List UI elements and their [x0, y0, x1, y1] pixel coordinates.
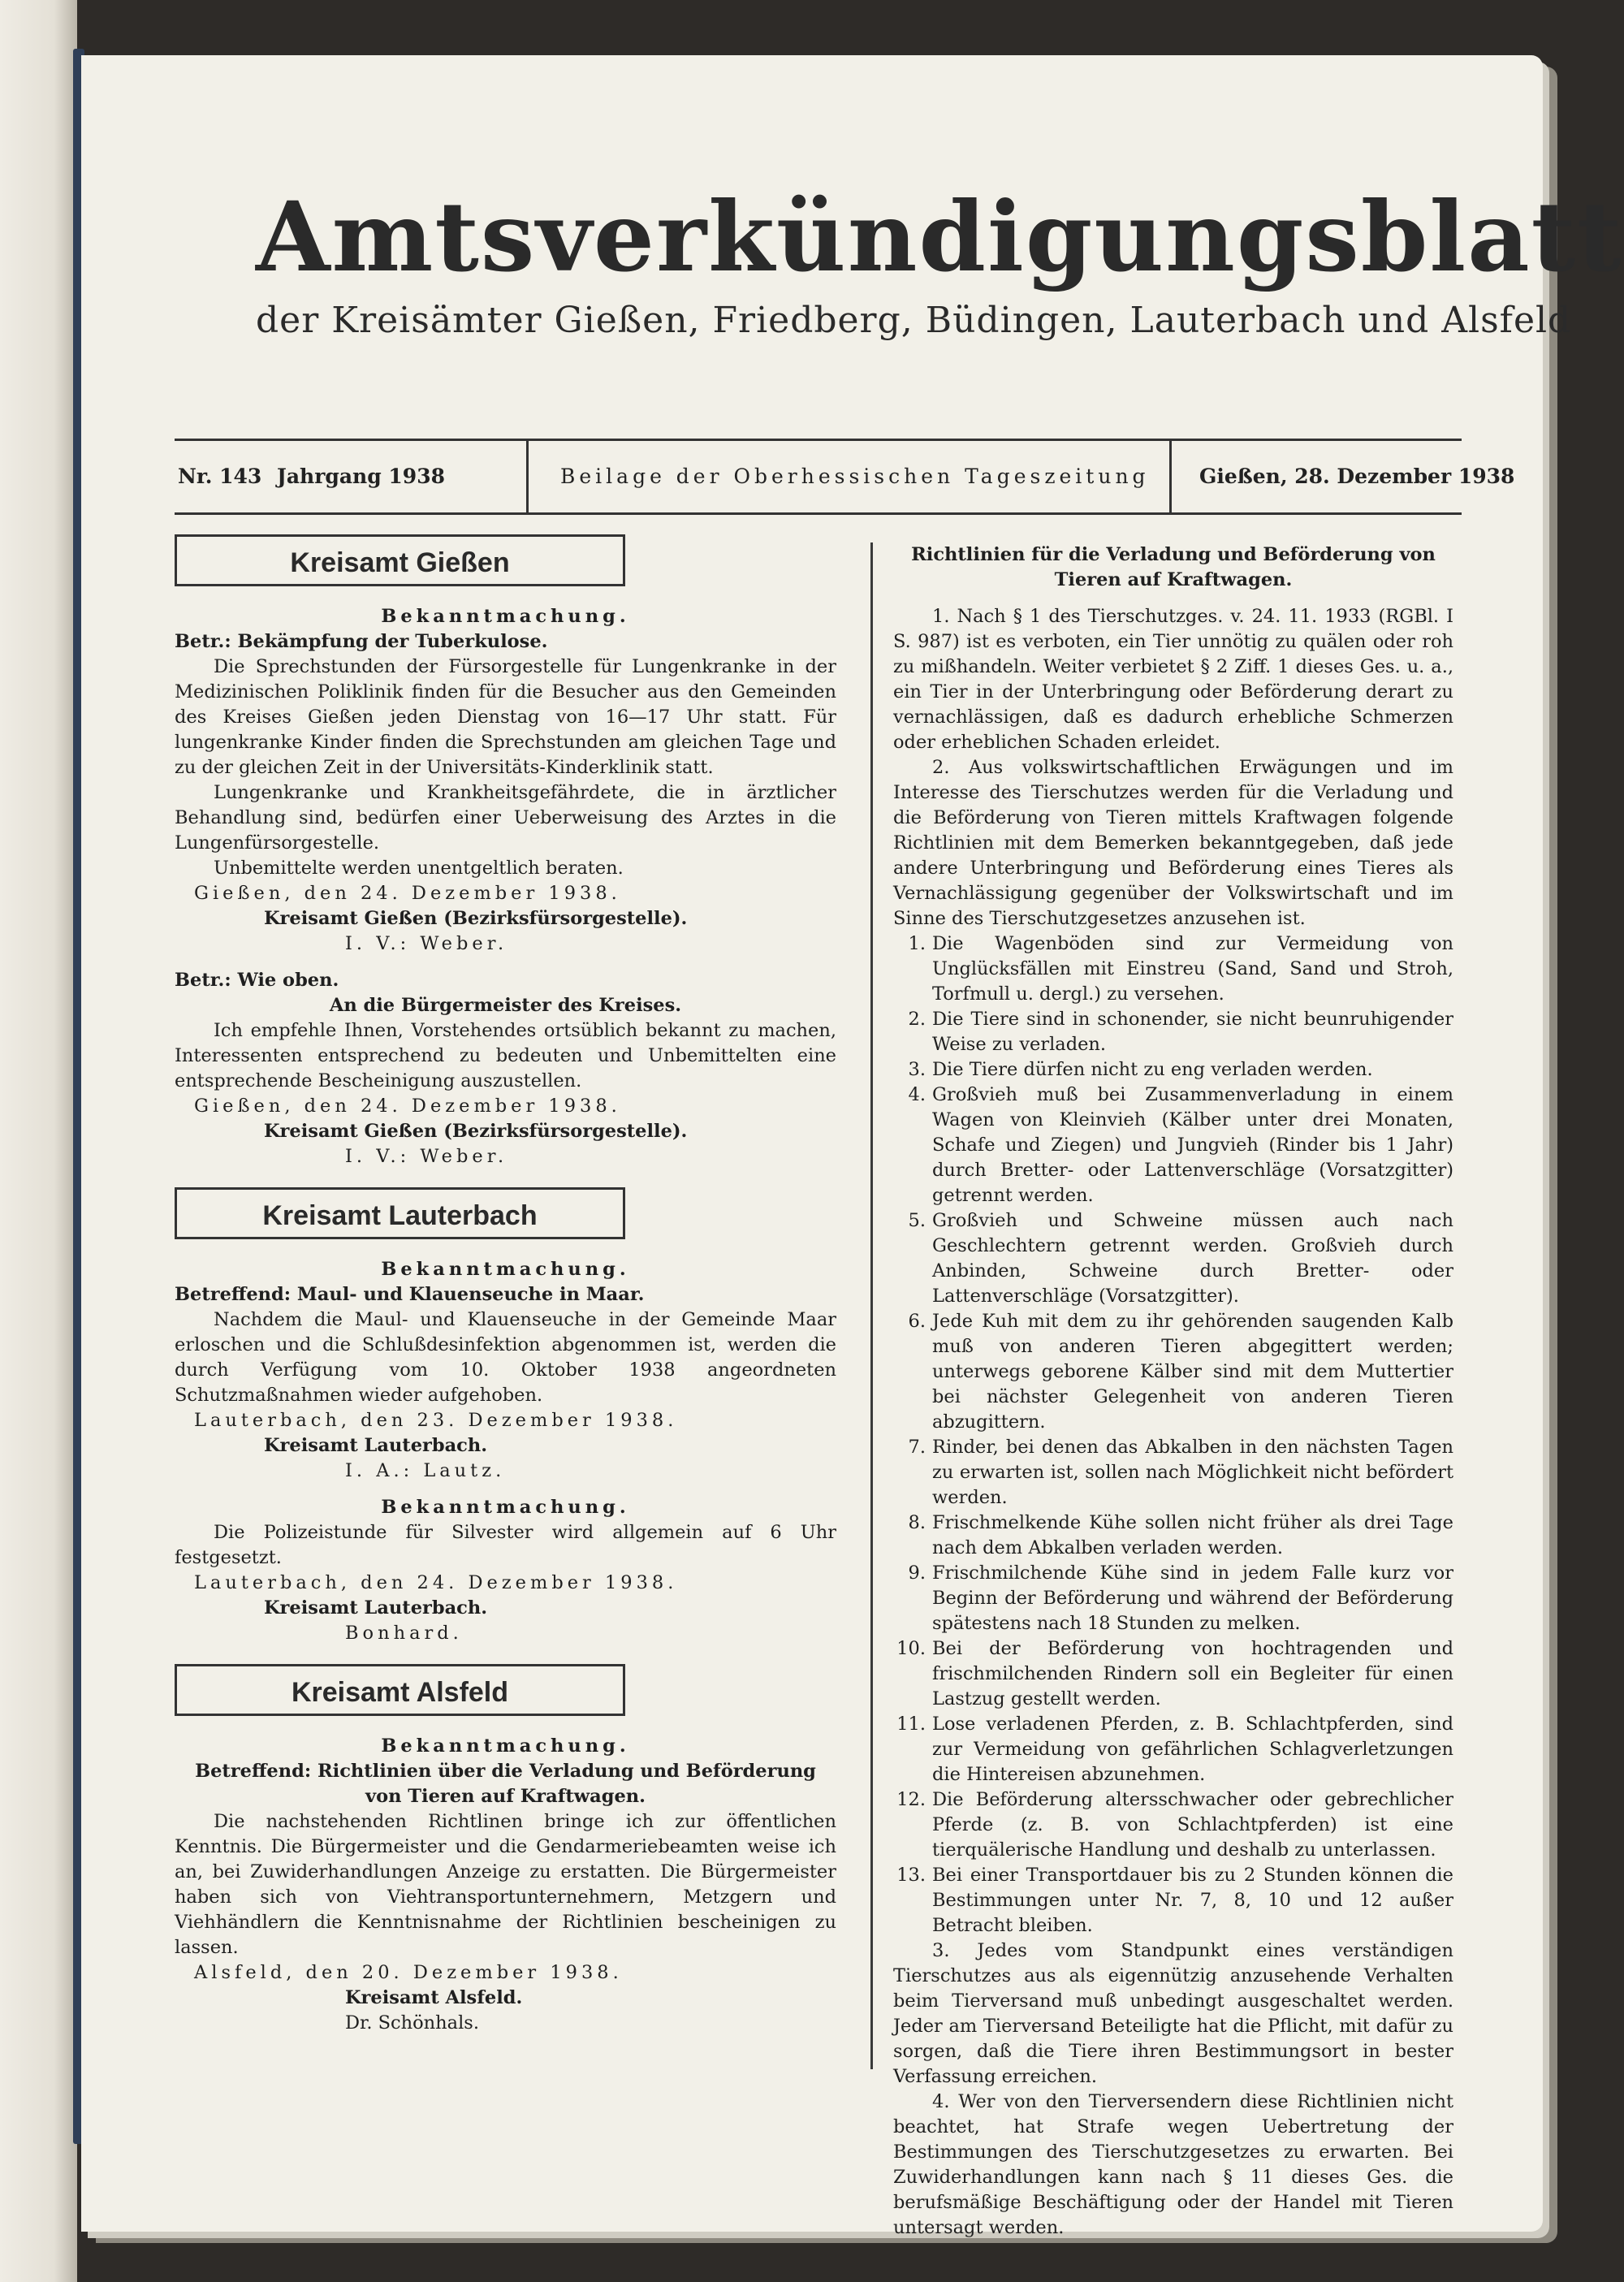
right-column [893, 542, 1453, 2241]
rule-text: Die Tiere dürfen nicht zu eng verladen werden. [932, 1059, 1373, 1080]
guidelines-paragraph: 2. Aus volkswirtschaftlichen Erwägungen und im Interesse des Tierschutzes werden für die Verladung und die Beförderung von Tieren mittels Kraftwagen folgende Richtlinien mit dem Bemerken bekanntgegeben, daß jede andere Unterbringung und Beförderung eines Tieres als Vernachlässigung gegenüber der Volkswirtschaft und im Sinne des Tierschutzgesetzes anzusehen ist. [893, 757, 1453, 929]
guidelines-rule [893, 1083, 1453, 1208]
rule-text: Rinder, bei denen das Abkalben in den nächsten Tagen zu erwarten ist, sollen nach Möglichkeit nicht befördert werden. [932, 1437, 1453, 1508]
notice-signature: Dr. Schönhals. [345, 2012, 479, 2033]
rule-number: 1. [908, 933, 926, 954]
guidelines-rule [893, 1712, 1453, 1787]
issue-year: Jahrgang 1938 [277, 465, 445, 488]
notice-authority: Kreisamt Lauterbach. [264, 1435, 488, 1456]
notice-title: Bekanntmachung. [381, 1259, 630, 1280]
notice-signature: Bonhard. [345, 1623, 463, 1644]
guidelines-rule [893, 1435, 1453, 1511]
notice-body: Ich empfehle Ihnen, Vorstehendes ortsüblich bekannt zu machen, Interessenten entsprechend zu bedeuten und Unbemittelten eine entsprechende Bescheinigung auszustellen. [175, 1020, 836, 1091]
rule-number: 8. [908, 1512, 926, 1533]
issue-info-bar [175, 439, 1515, 515]
notice-title: Bekanntmachung. [381, 606, 630, 627]
guidelines-paragraph: 1. Nach § 1 des Tierschutzges. v. 24. 11. 1933 (RGBl. I S. 987) ist es verboten, ein Tier unnötig zu quälen oder roh zu mißhandeln. Weiter verbietet § 2 Ziff. 1 dieses Ges. u. a., ein Tier in der Unterbringung oder Beförderung derart zu vernachlässigen, daß es dadurch erhebliche Schmerzen oder erheblichen Schaden erleidet. [893, 606, 1453, 753]
notice-authority: Kreisamt Alsfeld. [345, 1987, 523, 2008]
rule-number: 9. [908, 1562, 926, 1584]
rule-text: Die Tiere sind in schonender, sie nicht beunruhigender Weise zu verladen. [932, 1009, 1453, 1055]
rule-number: 10. [896, 1638, 926, 1659]
notice-subject: Betr.: Bekämpfung der Tuberkulose. [175, 631, 548, 652]
guidelines-paragraph: 4. Wer von den Tierversendern diese Richtlinien nicht beachtet, hat Strafe wegen Uebertretung der Bestimmungen des Tierschutzgesetzes zu erwarten. Bei Zuwiderhandlungen kann nach § 11 dieses Ges. die berufsmäßige Beschäftigung oder der Handel mit Tieren untersagt werden. [893, 2091, 1453, 2238]
guidelines-rule [893, 1561, 1453, 1636]
rule-number: 11. [896, 1714, 926, 1735]
supplement-note: Beilage der Oberhessischen Tageszeitung [560, 465, 1150, 488]
notice-title: Bekanntmachung. [381, 1735, 630, 1757]
rule-number: 3. [908, 1059, 926, 1080]
notice-place-date: Alsfeld, den 20. Dezember 1938. [194, 1962, 623, 1983]
rule-text: Bei einer Transportdauer bis zu 2 Stunden können die Bestimmungen unter Nr. 7, 8, 10 und 12 außer Betracht bleiben. [932, 1865, 1453, 1936]
notice-body: Die Sprechstunden der Fürsorgestelle für Lungenkranke in der Medizinischen Poliklinik finden für die Besucher aus den Gemeinden des Kreises Gießen jeden Dienstag von 16—17 Uhr statt. Für lungenkranke Kinder finden die Sprechstunden am gleichen Tage und zu der gleichen Zeit in der Universitäts-Kinderklinik statt. [175, 656, 836, 778]
column-divider [870, 542, 873, 2069]
rule-text: Frischmilchende Kühe sind in jedem Falle kurz vor Beginn der Beförderung und während der Beförderung spätestens nach 18 Stunden zu melken. [932, 1562, 1453, 1634]
notice-subject: Betreffend: Maul- und Klauenseuche in Maar. [175, 1284, 645, 1305]
guidelines-rule [893, 1636, 1453, 1712]
info-divider [1169, 441, 1172, 512]
masthead-subtitle: der Kreisämter Gießen, Friedberg, Büdingen, Lauterbach und Alsfeld [256, 300, 1572, 341]
guidelines-rule [893, 1511, 1453, 1561]
notice-subject: Betr.: Wie oben. [175, 970, 339, 991]
rule-number: 7. [908, 1437, 926, 1458]
rule-text: Frischmelkende Kühe sollen nicht früher als drei Tage nach dem Abkalben verladen werden. [932, 1512, 1453, 1558]
notice-signature: I. V.: Weber. [345, 1146, 508, 1167]
notice-subject: Betreffend: Richtlinien über die Verladung und Beförderung von Tieren auf Kraftwagen. [195, 1761, 816, 1807]
notice-body: Die Polizeistunde für Silvester wird allgemein auf 6 Uhr festgesetzt. [175, 1522, 836, 1568]
notice-signature: I. A.: Lautz. [345, 1460, 506, 1481]
notice-authority: Kreisamt Lauterbach. [264, 1597, 488, 1619]
issue-number: Nr. 143 [178, 465, 262, 488]
notice-title: Bekanntmachung. [381, 1497, 630, 1518]
guidelines-rule [893, 1309, 1453, 1435]
rule-number: 6. [908, 1311, 926, 1332]
section-heading-giessen: Kreisamt Gießen [175, 534, 625, 586]
notice-place-date: Lauterbach, den 23. Dezember 1938. [194, 1410, 678, 1431]
rule-number: 4. [908, 1084, 926, 1105]
guidelines-rule [893, 1863, 1453, 1938]
rule-number: 12. [896, 1789, 926, 1810]
notice-body: Lungenkranke und Krankheitsgefährdete, die in ärztlicher Behandlung sind, bedürfen einer Ueberweisung des Arztes in die Lungenfürsorgestelle. [175, 782, 836, 854]
newspaper-page [81, 55, 1623, 2238]
book-binding-edge [0, 0, 77, 2282]
rule-text: Großvieh und Schweine müssen auch nach Geschlechtern getrennt werden. Großvieh durch Anbinden, Schweine durch Bretter- oder Lattenverschläge (Vorsatzgitter). [932, 1210, 1453, 1307]
guidelines-title: Richtlinien für die Verladung und Beförderung von Tieren auf Kraftwagen. [911, 544, 1436, 590]
masthead-title: Amtsverkündigungsblatt [256, 180, 1623, 293]
notice-place-date: Gießen, den 24. Dezember 1938. [194, 883, 621, 904]
rule-number: 13. [896, 1865, 926, 1886]
rule-text: Großvieh muß bei Zusammenverladung in einem Wagen von Kleinvieh (Kälber unter drei Monaten, Schafe und Ziegen) und Jungvieh (Rinder bis 1 Jahr) durch Bretter- oder Lattenverschläge (Vorsatzgitter) getrennt werden. [932, 1084, 1453, 1206]
section-heading-alsfeld: Kreisamt Alsfeld [175, 1664, 625, 1716]
notice-addressee: An die Bürgermeister des Kreises. [329, 995, 682, 1016]
notice-signature: I. V.: Weber. [345, 933, 508, 954]
masthead [256, 180, 1623, 341]
guidelines-rule [893, 1057, 1453, 1083]
rule-text: Bei der Beförderung von hochtragenden und frischmilchenden Rindern soll ein Begleiter für einen Lastzug gestellt werden. [932, 1638, 1453, 1709]
notice-body: Unbemittelte werden unentgeltlich beraten. [214, 858, 624, 879]
info-divider [526, 441, 529, 512]
rule-text: Die Beförderung altersschwacher oder gebrechlicher Pferde (z. B. von Schlachtpferden) ist eine tierquälerische Handlung und deshalb zu unterlassen. [932, 1789, 1453, 1861]
issue-place-date: Gießen, 28. Dezember 1938 [1199, 465, 1515, 488]
rule-text: Lose verladenen Pferden, z. B. Schlachtpferden, sind zur Vermeidung von gefährlichen Schlagverletzungen die Hintereisen abzunehmen. [932, 1714, 1453, 1785]
notice-authority: Kreisamt Gießen (Bezirksfürsorgestelle). [264, 908, 688, 929]
left-column [175, 534, 836, 2036]
guidelines-rule [893, 931, 1453, 1007]
section-heading-lauterbach: Kreisamt Lauterbach [175, 1187, 625, 1239]
guidelines-paragraph: 3. Jedes vom Standpunkt eines verständigen Tierschutzes aus als eigennützig anzusehende Verhalten beim Tierversand muß unbedingt ausgeschaltet werden. Jeder am Tierversand Beteiligte hat die Pflicht, mit dafür zu sorgen, daß die Tiere ihren Bestimmungsort in bester Verfassung erreichen. [893, 1940, 1453, 2087]
rule-text: Jede Kuh mit dem zu ihr gehörenden saugenden Kalb muß von anderen Tieren abgegittert werden; unterwegs geborene Kälber sind mit dem Muttertier bei nächster Gelegenheit von anderen Tieren abzugittern. [932, 1311, 1453, 1433]
guidelines-rule [893, 1208, 1453, 1309]
notice-authority: Kreisamt Gießen (Bezirksfürsorgestelle). [264, 1121, 688, 1142]
guidelines-rule [893, 1007, 1453, 1057]
rule-text: Die Wagenböden sind zur Vermeidung von Unglücksfällen mit Einstreu (Sand, Sand und Stroh, Torfmull u. dergl.) zu versehen. [932, 933, 1453, 1005]
notice-body: Die nachstehenden Richtlinen bringe ich zur öffentlichen Kenntnis. Die Bürgermeister und die Gendarmeriebeamten weise ich an, bei Zuwiderhandlungen Anzeige zu erstatten. Die Bürgermeister haben sich von Viehtransportunternehmern, Metzgern und Viehhändlern die Kenntnisnahme der Richtlinien bescheinigen zu lassen. [175, 1811, 836, 1958]
rule-number: 2. [908, 1009, 926, 1030]
notice-place-date: Gießen, den 24. Dezember 1938. [194, 1096, 621, 1117]
notice-body: Nachdem die Maul- und Klauenseuche in der Gemeinde Maar erloschen und die Schlußdesinfektion abgenommen ist, werden die durch Verfügung vom 10. Oktober 1938 angeordneten Schutzmaßnahmen wieder aufgehoben. [175, 1309, 836, 1406]
guidelines-rule [893, 1787, 1453, 1863]
rule-number: 5. [908, 1210, 926, 1231]
guidelines-rules-list [893, 931, 1453, 1938]
notice-place-date: Lauterbach, den 24. Dezember 1938. [194, 1572, 678, 1593]
